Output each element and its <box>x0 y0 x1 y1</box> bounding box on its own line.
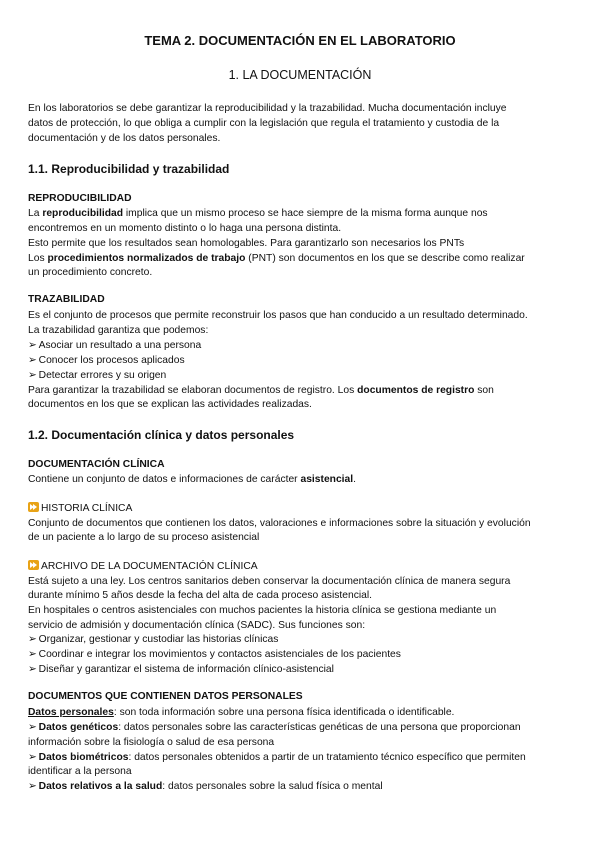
arrow-icon: ➢ <box>28 649 37 660</box>
subheading-historia-clinica: HISTORIA CLÍNICA <box>28 502 132 516</box>
list-item: ➢ Diseñar y garantizar el sistema de información clínico-asistencial <box>28 664 334 675</box>
list-item: ➢ Datos relativos a la salud: datos personales sobre la salud física o mental <box>28 781 383 792</box>
heading-documentacion-clinica-datos: 1.2. Documentación clínica y datos personales <box>28 428 295 442</box>
list-item: ➢ Conocer los procesos aplicados <box>28 355 185 366</box>
heading-reproducibilidad-trazabilidad: 1.1. Reproducibilidad y trazabilidad <box>28 162 230 176</box>
fast-forward-icon <box>28 560 39 570</box>
list-item: ➢ Datos biométricos: datos personales obtenidos a partir de un tratamiento técnico específico que permiten <box>28 752 526 763</box>
paragraph-line: servicio de admisión y documentación clínica (SADC). Sus funciones son: <box>28 620 366 631</box>
list-item: ➢ Organizar, gestionar y custodiar las historias clínicas <box>28 634 279 645</box>
heading-datos-personales: DOCUMENTOS QUE CONTIENEN DATOS PERSONALES <box>28 691 303 702</box>
paragraph-line: Datos personales: son toda información sobre una persona física identificada o identificable. <box>28 707 455 718</box>
subheading-archivo: ARCHIVO DE LA DOCUMENTACIÓN CLÍNICA <box>28 560 258 574</box>
paragraph-line: Está sujeto a una ley. Los centros sanitarios deben conservar la documentación clínica de manera segura <box>28 576 511 587</box>
paragraph-line: La trazabilidad garantiza que podemos: <box>28 325 209 336</box>
paragraph-line: durante mínimo 5 años desde la fecha del alta de cada proceso asistencial. <box>28 590 373 601</box>
paragraph-line: de un paciente a lo largo de su proceso asistencial <box>28 532 260 543</box>
arrow-icon: ➢ <box>28 355 37 366</box>
paragraph-line: Para garantizar la trazabilidad se elaboran documentos de registro. Los documentos de registro son <box>28 385 494 396</box>
arrow-icon: ➢ <box>28 664 37 675</box>
arrow-icon: ➢ <box>28 722 37 733</box>
arrow-icon: ➢ <box>28 634 37 645</box>
arrow-icon: ➢ <box>28 781 37 792</box>
heading-trazabilidad: TRAZABILIDAD <box>28 294 105 305</box>
paragraph-line: La reproducibilidad implica que un mismo proceso se hace siempre de la misma forma aunque nos <box>28 208 488 219</box>
paragraph-line: Esto permite que los resultados sean homologables. Para garantizarlo son necesarios los PNTs <box>28 238 465 249</box>
paragraph-line: identificar a la persona <box>28 766 132 777</box>
list-item: ➢ Coordinar e integrar los movimientos y contactos asistenciales de los pacientes <box>28 649 401 660</box>
paragraph-line: Es el conjunto de procesos que permite reconstruir los pasos que han conducido a un resultado determinado. <box>28 310 528 321</box>
list-item: ➢ Asociar un resultado a una persona <box>28 340 202 351</box>
paragraph-line: documentos en los que se explican las actividades realizadas. <box>28 399 312 410</box>
section-title: 1. LA DOCUMENTACIÓN <box>228 68 372 82</box>
heading-documentacion-clinica: DOCUMENTACIÓN CLÍNICA <box>28 459 165 470</box>
list-item: ➢ Detectar errores y su origen <box>28 370 167 381</box>
arrow-icon: ➢ <box>28 370 37 381</box>
arrow-icon: ➢ <box>28 752 37 763</box>
paragraph-line: información sobre la fisiología o salud de esa persona <box>28 737 275 748</box>
heading-reproducibilidad: REPRODUCIBILIDAD <box>28 193 132 204</box>
paragraph-line: Contiene un conjunto de datos e informaciones de carácter asistencial. <box>28 474 357 485</box>
paragraph-line: encontremos en un momento distinto o lo haga una persona distinta. <box>28 223 342 234</box>
fast-forward-icon <box>28 502 39 512</box>
paragraph-line: Conjunto de documentos que contienen los datos, valoraciones e informaciones sobre la situación y evolución <box>28 518 531 529</box>
intro-line: En los laboratorios se debe garantizar la reproducibilidad y la trazabilidad. Mucha documentación incluye <box>28 103 507 114</box>
arrow-icon: ➢ <box>28 340 37 351</box>
paragraph-line: Los procedimientos normalizados de trabajo (PNT) son documentos en los que se describe como realizar <box>28 253 525 264</box>
paragraph-line: un procedimiento concreto. <box>28 267 153 278</box>
intro-line: datos de protección, lo que obliga a cumplir con la legislación que regula el tratamiento y custodia de la <box>28 118 500 129</box>
list-item: ➢ Datos genéticos: datos personales sobre las características genéticas de una persona que proporcionan <box>28 722 521 733</box>
intro-line: documentación y de los datos personales. <box>28 133 221 144</box>
paragraph-line: En hospitales o centros asistenciales con muchos pacientes la historia clínica se gestiona mediante un <box>28 605 497 616</box>
document-title: TEMA 2. DOCUMENTACIÓN EN EL LABORATORIO <box>144 33 456 48</box>
